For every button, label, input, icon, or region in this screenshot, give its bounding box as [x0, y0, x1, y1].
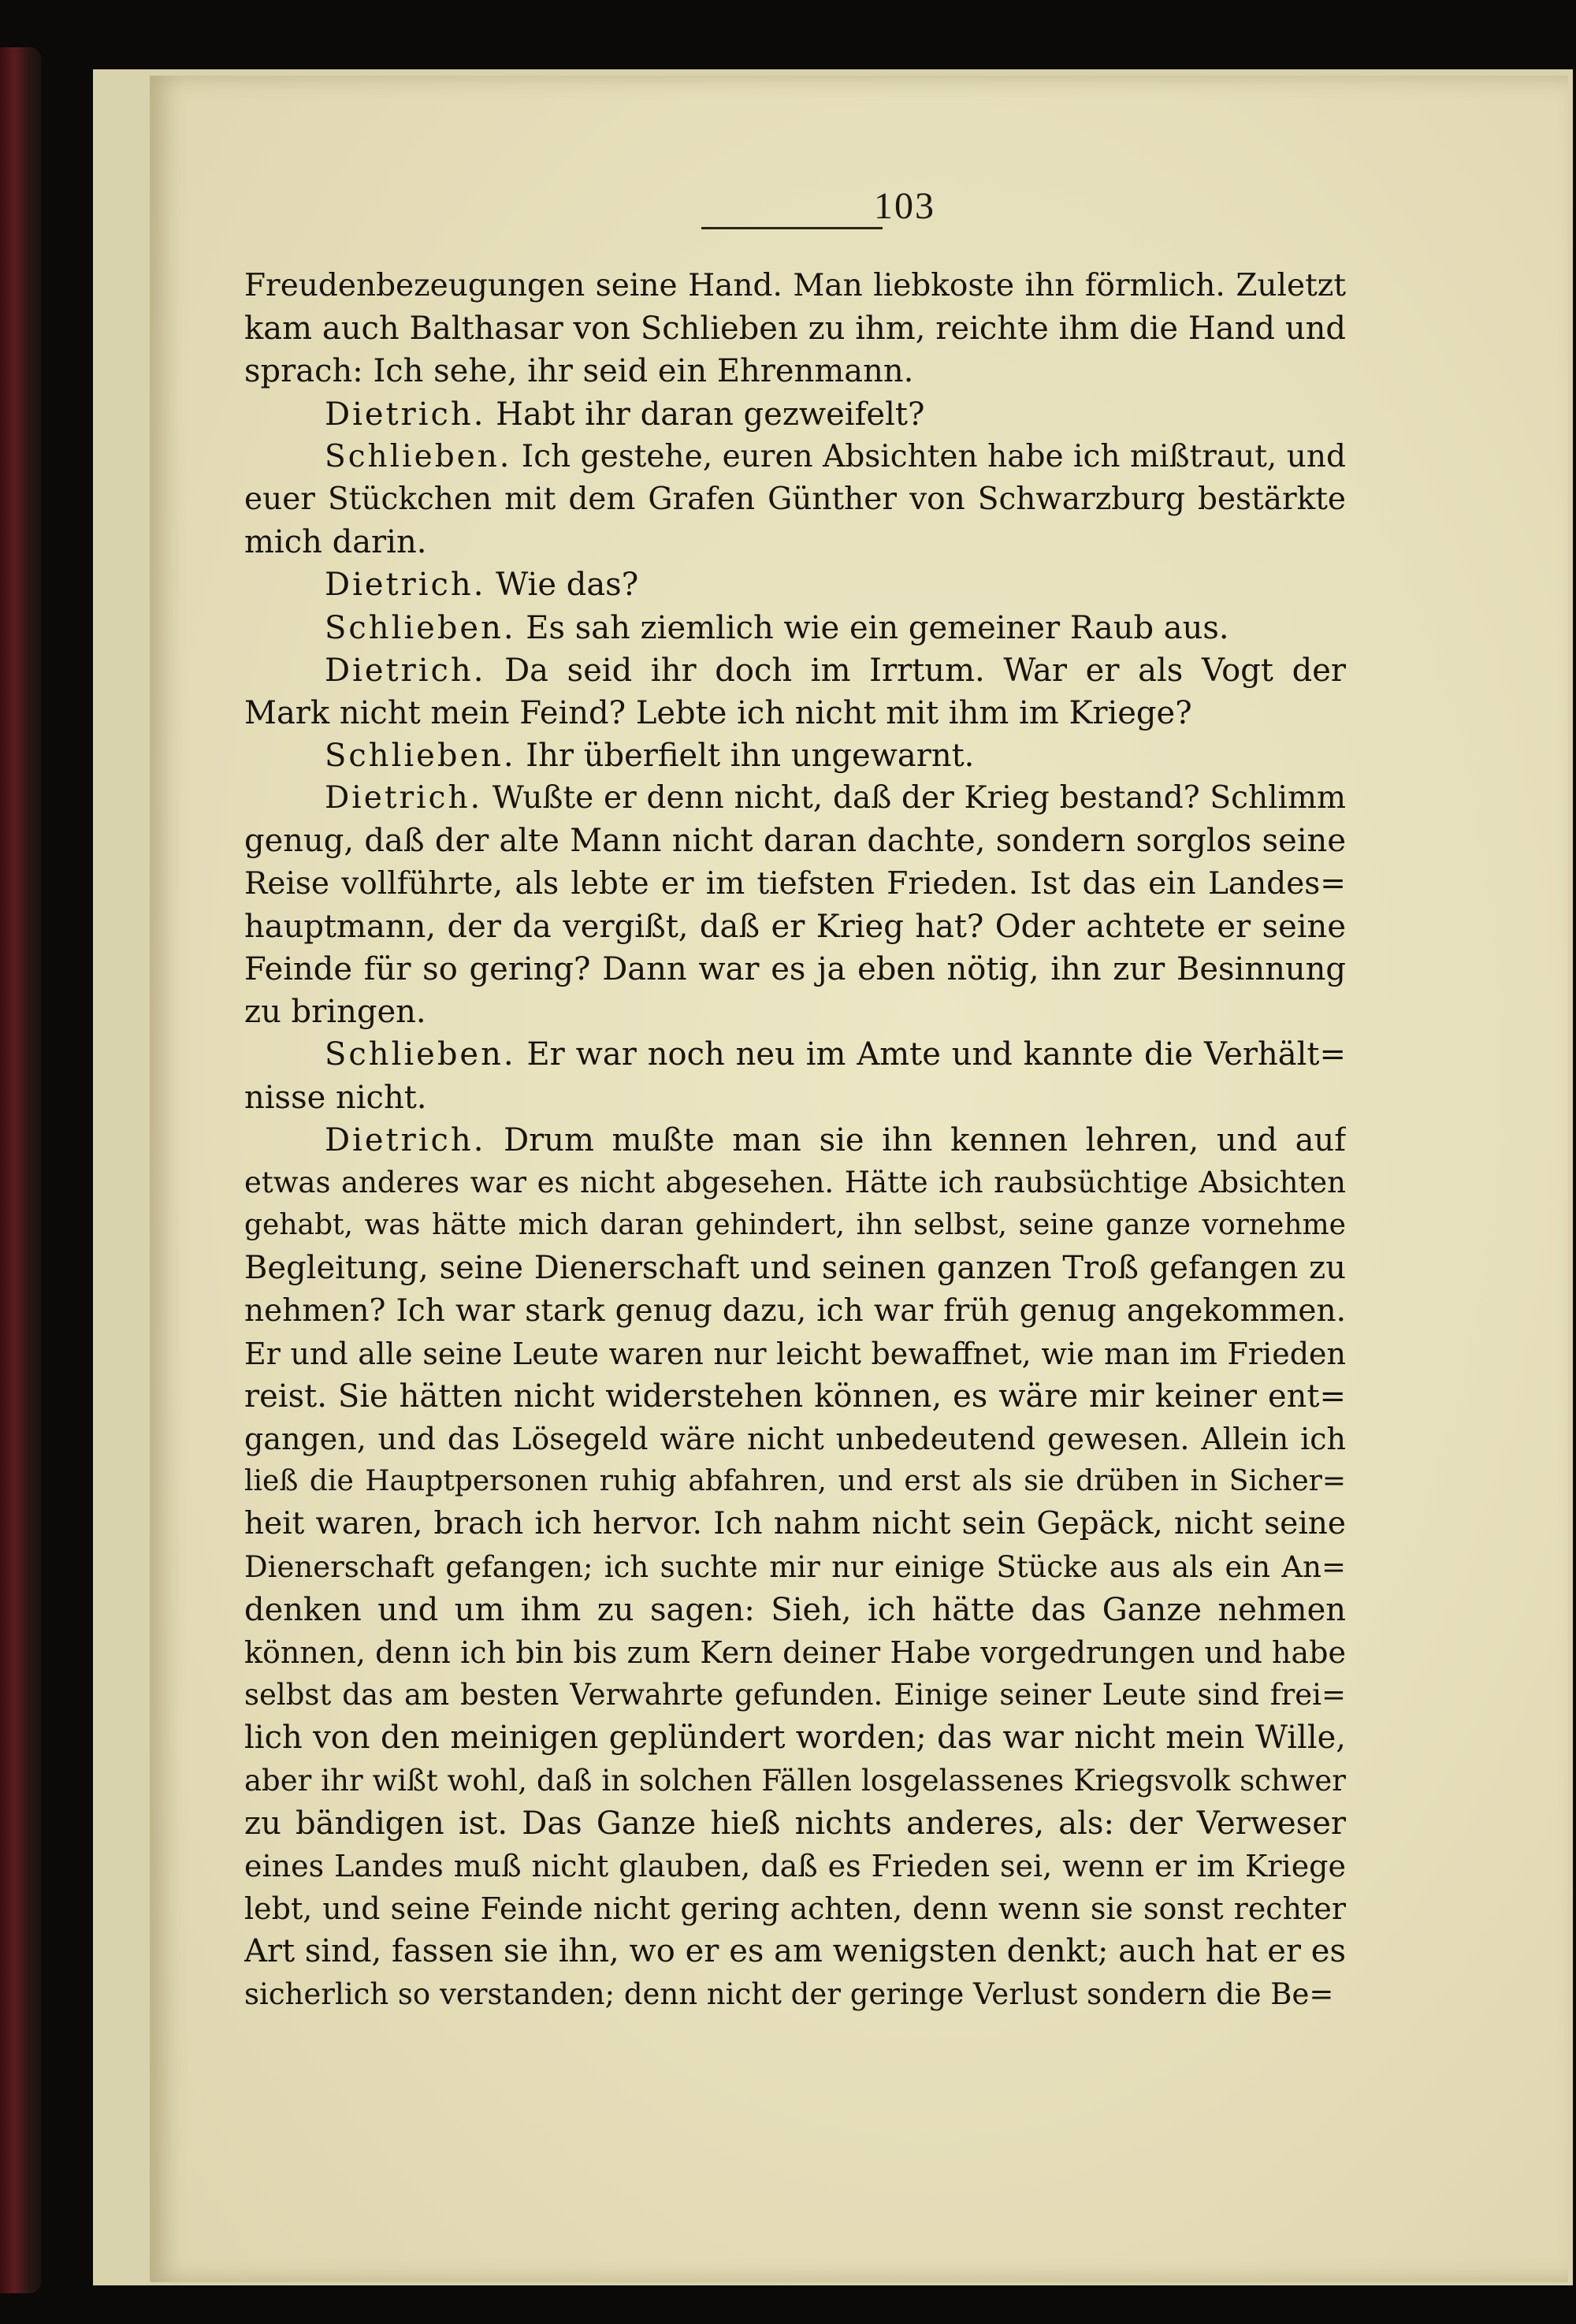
- line-text: zu bringen.: [244, 994, 426, 1031]
- line-text: selbst das am besten Verwahrte gefunden. Einige seiner Leute sind frei=: [244, 1678, 1346, 1712]
- text-line: [244, 265, 1346, 307]
- header-rule: [701, 227, 883, 229]
- text-line: [244, 1333, 1346, 1375]
- line-text: lebt, und seine Feinde nicht gering achten, denn wenn sie sonst rechter: [244, 1891, 1346, 1927]
- text-line: [244, 1546, 1346, 1589]
- line-text: Es sah ziemlich wie ein gemeiner Raub aus.: [526, 609, 1229, 646]
- text-line: [244, 1845, 1346, 1887]
- text-line: [244, 820, 1346, 862]
- text-line: [244, 1418, 1346, 1460]
- line-text: heit waren, brach ich hervor. Ich nahm nicht sein Gepäck, nicht seine: [244, 1506, 1346, 1542]
- line-text: Ihr überfielt ihn ungewarnt.: [526, 738, 975, 775]
- text-line: [244, 1076, 1346, 1119]
- line-text: Da seid ihr doch im Irrtum. War er als Vogt der: [504, 652, 1346, 689]
- speaker-name: Dietrich.: [325, 652, 486, 689]
- line-text: etwas anderes war es nicht abgesehen. Hätte ich raubsüchtige Absichten: [244, 1165, 1346, 1199]
- text-line: [244, 1674, 1346, 1716]
- line-text: nisse nicht.: [244, 1079, 427, 1116]
- text-line: [244, 1716, 1346, 1759]
- text-line: [244, 1375, 1346, 1418]
- text-line: [244, 607, 1346, 649]
- speaker-name: Dietrich.: [325, 567, 486, 604]
- speaker-name: Dietrich.: [325, 1121, 486, 1158]
- text-line: [244, 1503, 1346, 1545]
- line-text: Reise vollführte, als lebte er im tiefsten Frieden. Ist das ein Landes=: [244, 865, 1346, 902]
- text-line: [244, 1162, 1346, 1204]
- line-text: Freudenbezeugungen seine Hand. Man liebkoste ihn förmlich. Zuletzt: [244, 268, 1346, 303]
- page-header: [150, 184, 1568, 228]
- text-line: [244, 649, 1346, 692]
- speaker-name: Dietrich.: [325, 780, 482, 816]
- text-line: [244, 307, 1346, 350]
- speaker-name: Schlieben.: [325, 609, 516, 646]
- line-text: gehabt, was hätte mich daran gehindert, ihn selbst, seine ganze vornehme: [244, 1209, 1346, 1242]
- line-text: Art sind, fassen sie ihn, wo er es am wenigsten denkt; auch hat er es: [244, 1933, 1346, 1970]
- text-line: [244, 692, 1346, 734]
- text-line: [244, 777, 1346, 820]
- page-number: 103: [874, 185, 935, 227]
- line-text: können, denn ich bin bis zum Kern deiner Habe vorgedrungen und habe: [244, 1635, 1346, 1670]
- line-text: Er war noch neu im Amte und kannte die Verhält=: [526, 1036, 1346, 1073]
- text-line: [244, 1887, 1346, 1930]
- line-text: Begleitung, seine Dienerschaft und seinen ganzen Troß gefangen zu: [244, 1250, 1346, 1287]
- text-line: [244, 521, 1346, 563]
- book-page: [150, 76, 1568, 2282]
- text-line: [244, 1460, 1346, 1503]
- line-text: eines Landes muß nicht glauben, daß es Frieden sei, wenn er im Kriege: [244, 1848, 1346, 1883]
- speaker-name: Schlieben.: [325, 1036, 516, 1073]
- line-text: Drum mußte man sie ihn kennen lehren, und auf: [504, 1121, 1346, 1158]
- line-text: aber ihr wißt wohl, daß in solchen Fällen losgelassenes Kriegsvolk schwer: [244, 1763, 1346, 1798]
- book-cover-edge: [0, 47, 41, 2293]
- line-text: Er und alle seine Leute waren nur leicht bewaffnet, wie man im Frieden: [244, 1336, 1346, 1371]
- text-line: [244, 905, 1346, 948]
- text-line: [244, 1631, 1346, 1674]
- line-text: Wie das?: [496, 567, 639, 604]
- line-text: kam auch Balthasar von Schlieben zu ihm, reichte ihm die Hand und: [244, 310, 1346, 348]
- line-text: Feinde für so gering? Dann war es ja eben nötig, ihn zur Besinnung: [244, 951, 1346, 987]
- text-line: [244, 563, 1346, 606]
- text-line: [244, 1290, 1346, 1333]
- text-line: [244, 991, 1346, 1033]
- text-line: [244, 350, 1346, 392]
- text-line: [244, 1589, 1346, 1631]
- text-line: [244, 863, 1346, 905]
- text-line: [244, 1204, 1346, 1247]
- line-text: denken und um ihm zu sagen: Sieh, ich hätte das Ganze nehmen: [244, 1591, 1346, 1628]
- line-text: reist. Sie hätten nicht widerstehen können, es wäre mir keiner ent=: [244, 1378, 1346, 1415]
- text-line: [244, 1033, 1346, 1076]
- line-text: Wußte er denn nicht, daß der Krieg bestand? Schlimm: [492, 780, 1346, 816]
- line-text: Dienerschaft gefangen; ich suchte mir nur einige Stücke aus als ein An=: [244, 1549, 1346, 1584]
- line-text: zu bändigen ist. Das Ganze hieß nichts anderes, als: der Verweser: [244, 1805, 1346, 1842]
- speaker-name: Schlieben.: [325, 438, 512, 474]
- line-text: ließ die Hauptpersonen ruhig abfahren, und erst als sie drüben in Sicher=: [244, 1465, 1346, 1498]
- line-text: gangen, und das Lösegeld wäre nicht unbedeutend gewesen. Allein ich: [244, 1422, 1346, 1457]
- line-text: mich darin.: [244, 524, 427, 561]
- text-line: [244, 478, 1346, 521]
- body-text: [244, 265, 1346, 2016]
- text-line: [244, 734, 1346, 777]
- text-line: [244, 393, 1346, 436]
- text-line: [244, 1973, 1346, 2016]
- line-text: lich von den meinigen geplündert worden; das war nicht mein Wille,: [244, 1720, 1346, 1757]
- text-line: [244, 1930, 1346, 1973]
- line-text: hauptmann, der da vergißt, daß er Krieg hat? Oder achtete er seine: [244, 908, 1346, 945]
- line-text: Mark nicht mein Feind? Lebte ich nicht mit ihm im Kriege?: [244, 694, 1192, 731]
- text-line: [244, 436, 1346, 478]
- line-text: sprach: Ich sehe, ihr seid ein Ehrenmann.: [244, 353, 914, 390]
- line-text: genug, daß der alte Mann nicht daran dachte, sondern sorglos seine: [244, 823, 1346, 860]
- line-text: nehmen? Ich war stark genug dazu, ich war früh genug angekommen.: [244, 1292, 1346, 1329]
- line-text: Ich gestehe, euren Absichten habe ich mißtraut, und: [521, 438, 1346, 474]
- text-line: [244, 1760, 1346, 1802]
- text-line: [244, 948, 1346, 991]
- text-line: [244, 1802, 1346, 1845]
- speaker-name: Dietrich.: [325, 396, 486, 433]
- text-line: [244, 1247, 1346, 1289]
- line-text: sicherlich so verstanden; denn nicht der geringe Verlust sondern die Be=: [244, 1976, 1334, 2011]
- speaker-name: Schlieben.: [325, 738, 516, 775]
- text-line: [244, 1119, 1346, 1162]
- line-text: Habt ihr daran gezweifelt?: [496, 396, 925, 433]
- line-text: euer Stückchen mit dem Grafen Günther von Schwarzburg bestärkte: [244, 481, 1346, 517]
